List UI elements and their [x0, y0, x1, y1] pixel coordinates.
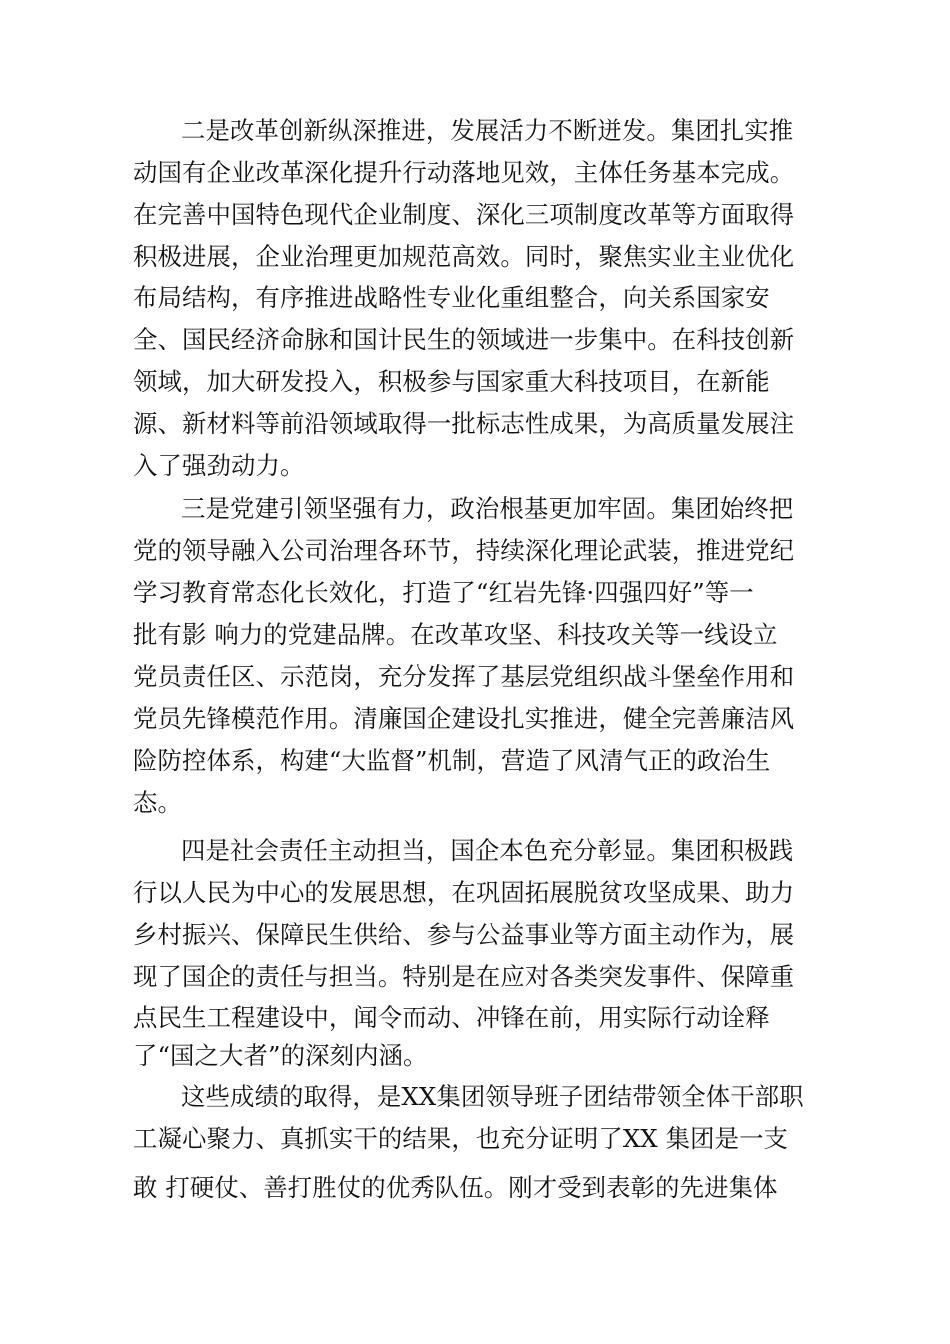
text-line: 态。 — [133, 788, 182, 817]
text-line: 了“国之大者”的深刻内涵。 — [133, 1041, 428, 1070]
text-line: 工凝心聚力、真抓实干的结果，也充分证明了XX 集团是一支 — [133, 1124, 789, 1153]
text-line: 敢 打硬仗、善打胜仗的优秀队伍。刚才受到表彰的先进集体 — [133, 1173, 778, 1202]
paragraph-first-line: 四是社会责任主动担当，国企本色充分彰显。集团积极践 — [181, 836, 794, 865]
text-line: 学习教育常态化长效化，打造了“红岩先锋·四强四好”等一 — [133, 578, 754, 607]
paragraph-first-line: 这些成绩的取得，是XX集团领导班子团结带领全体干部职 — [181, 1082, 804, 1111]
text-line: 现了国企的责任与担当。特别是在应对各类突发事件、保障重 — [133, 962, 795, 991]
text-line: 险防控体系，构建“大监督”机制，营造了风清气正的政治生 — [133, 746, 771, 775]
text-line: 动国有企业改革深化提升行动落地见效，主体任务基本完成。 — [133, 158, 795, 187]
text-line: 领域，加大研发投入，积极参与国家重大科技项目，在新能 — [133, 367, 770, 396]
text-line: 积极进展，企业治理更加规范高效。同时，聚焦实业主业优化 — [133, 242, 795, 271]
paragraph-first-line: 二是改革创新纵深推进，发展活力不断迸发。集团扎实推 — [181, 116, 794, 145]
text-line: 党员责任区、示范岗，充分发挥了基层党组织战斗堡垒作用和 — [133, 662, 795, 691]
text-line: 布局结构，有序推进战略性专业化重组整合，向关系国家安 — [133, 283, 770, 312]
text-line: 在完善中国特色现代企业制度、深化三项制度改革等方面取得 — [133, 200, 795, 229]
text-line: 批有影 响力的党建品牌。在改革攻坚、科技攻关等一线设立 — [133, 620, 778, 649]
paragraph-first-line: 三是党建引领坚强有力，政治根基更加牢固。集团始终把 — [181, 494, 794, 523]
text-line: 党的领导融入公司治理各环节，持续深化理论武装，推进党纪 — [133, 536, 795, 565]
text-line: 行以人民为中心的发展思想，在巩固拓展脱贫攻坚成果、助力 — [133, 878, 795, 907]
text-line: 点民生工程建设中，闻令而动、冲锋在前，用实际行动诠释 — [133, 1003, 770, 1032]
text-line: 源、新材料等前沿领域取得一批标志性成果，为高质量发展注 — [133, 409, 795, 438]
text-line: 乡村振兴、保障民生供给、参与公益事业等方面主动作为，展 — [133, 920, 795, 949]
text-line: 党员先锋模范作用。清廉国企建设扎实推进，健全完善廉洁风 — [133, 704, 795, 733]
text-line: 入了强劲动力。 — [133, 451, 305, 480]
text-line: 全、国民经济命脉和国计民生的领域进一步集中。在科技创新 — [133, 325, 795, 354]
